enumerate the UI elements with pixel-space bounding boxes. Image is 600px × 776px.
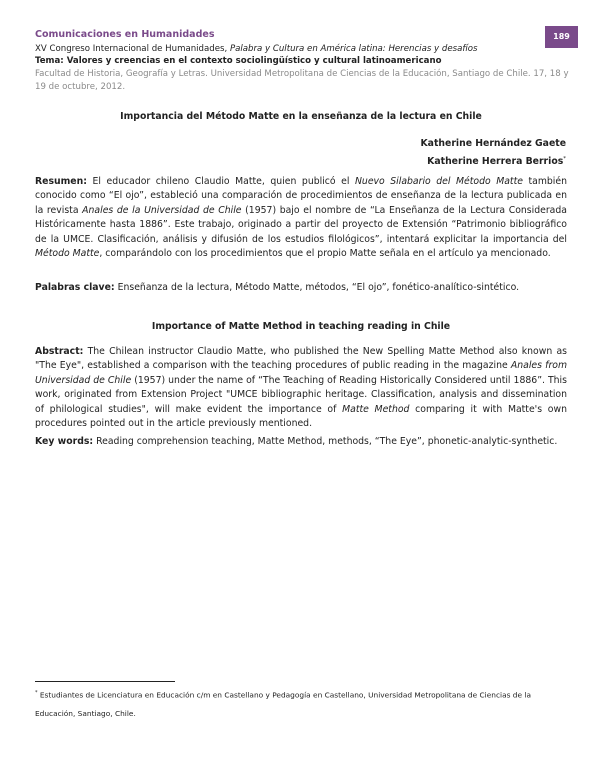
palabras-clave-text: Enseñanza de la lectura, Método Matte, métodos, “El ojo”, fonético-analítico-sintético. xyxy=(114,282,520,293)
resumen-text: , comparándolo con los procedimientos que el propio Matte señala en el artículo ya mencionado. xyxy=(99,248,551,260)
footnote xyxy=(35,684,570,723)
page-number-badge: 189 xyxy=(545,26,578,48)
abstract-text: (1957) under the name of “The Teaching of Reading Historically Considered until 1886”. This work, originated from Extension Project "UMCE bibliographic heritage. Classification, analysis and dissemination of philological studies", will make evident the importance of xyxy=(35,374,567,415)
footnote-text: Estudiantes de Licenciatura en Educación c/m en Castellano y Pedagogía en Castellano, Universidad Metropolitana de Ciencias de la Educación, Santiago, Chile. xyxy=(35,690,531,719)
resumen-text: El educador chileno Claudio Matte, quien publicó el xyxy=(86,176,355,187)
journal-brand: Comunicaciones en Humanidades xyxy=(35,29,215,40)
resumen-italic: Método Matte xyxy=(35,248,100,260)
english-title: Importance of Matte Method in teaching reading in Chile xyxy=(151,321,451,332)
congress-name: XV Congreso Internacional de Humanidades, xyxy=(35,44,230,54)
resumen-label: Resumen: xyxy=(35,176,87,187)
author-1: Katherine Hernández Gaete xyxy=(420,138,566,149)
abstract-italic: Anales from Universidad de Chile xyxy=(35,360,568,386)
congress-title: Palabra y Cultura en América latina: Herencias y desafíos xyxy=(229,44,478,54)
key-words-label: Key words: xyxy=(35,436,94,447)
abstract-paragraph xyxy=(35,345,567,431)
institution-line: Facultad de Historia, Geografía y Letras. Universidad Metropolitana de Ciencias de la Educación, Santiago de Chile. 17, 18 y 19 de octubre, 2012. xyxy=(35,69,569,92)
resumen-text: también conocido como “El ojo”, estableció una comparación de procedimientos de enseñanza de la lectura publicada en la revista xyxy=(35,176,567,216)
key-words-paragraph xyxy=(35,435,567,449)
footnote-marker: * xyxy=(563,156,566,162)
author-2 xyxy=(427,156,566,167)
footnote-divider xyxy=(35,681,175,682)
resumen-text: (1957) bajo el nombre de “La Enseñanza de la Lectura Considerada Históricamente hasta 1886”. Este trabajo, originado a partir del proyecto de Extensión “Patrimonio bibliográfico de la UMCE. Clasificación, análisis y difusión de los estudios filológicos”, intentará explicitar la importancia del xyxy=(35,204,567,245)
abstract-text: The Chilean instructor Claudio Matte, who published the New Spelling Matte Method also known as "The Eye", established a comparison with the teaching procedures of public reading in the magazine xyxy=(35,346,567,372)
spanish-title: Importancia del Método Matte en la enseñanza de la lectura en Chile xyxy=(120,111,482,122)
author-2-name: Katherine Herrera Berrios xyxy=(427,156,564,168)
key-words-text: Reading comprehension teaching, Matte Method, methods, “The Eye”, phonetic-analytic-synthetic. xyxy=(93,436,558,447)
resumen-italic: Nuevo Silabario del Método Matte xyxy=(354,176,523,187)
resumen-italic: Anales de la Universidad de Chile xyxy=(82,204,242,216)
abstract-italic: Matte Method xyxy=(342,403,410,415)
abstract-text: comparing it with Matte's own procedures pointed out in the article previously mentioned. xyxy=(35,403,567,430)
palabras-clave-paragraph xyxy=(35,281,567,295)
resumen-paragraph xyxy=(35,175,567,261)
abstract-label: Abstract: xyxy=(35,346,84,357)
footnote-mark: * xyxy=(35,690,38,696)
congress-line xyxy=(35,44,478,54)
palabras-clave-label: Palabras clave: xyxy=(35,282,115,293)
theme-line: Tema: Valores y creencias en el contexto sociolingüístico y cultural latinoamericano xyxy=(35,56,442,66)
